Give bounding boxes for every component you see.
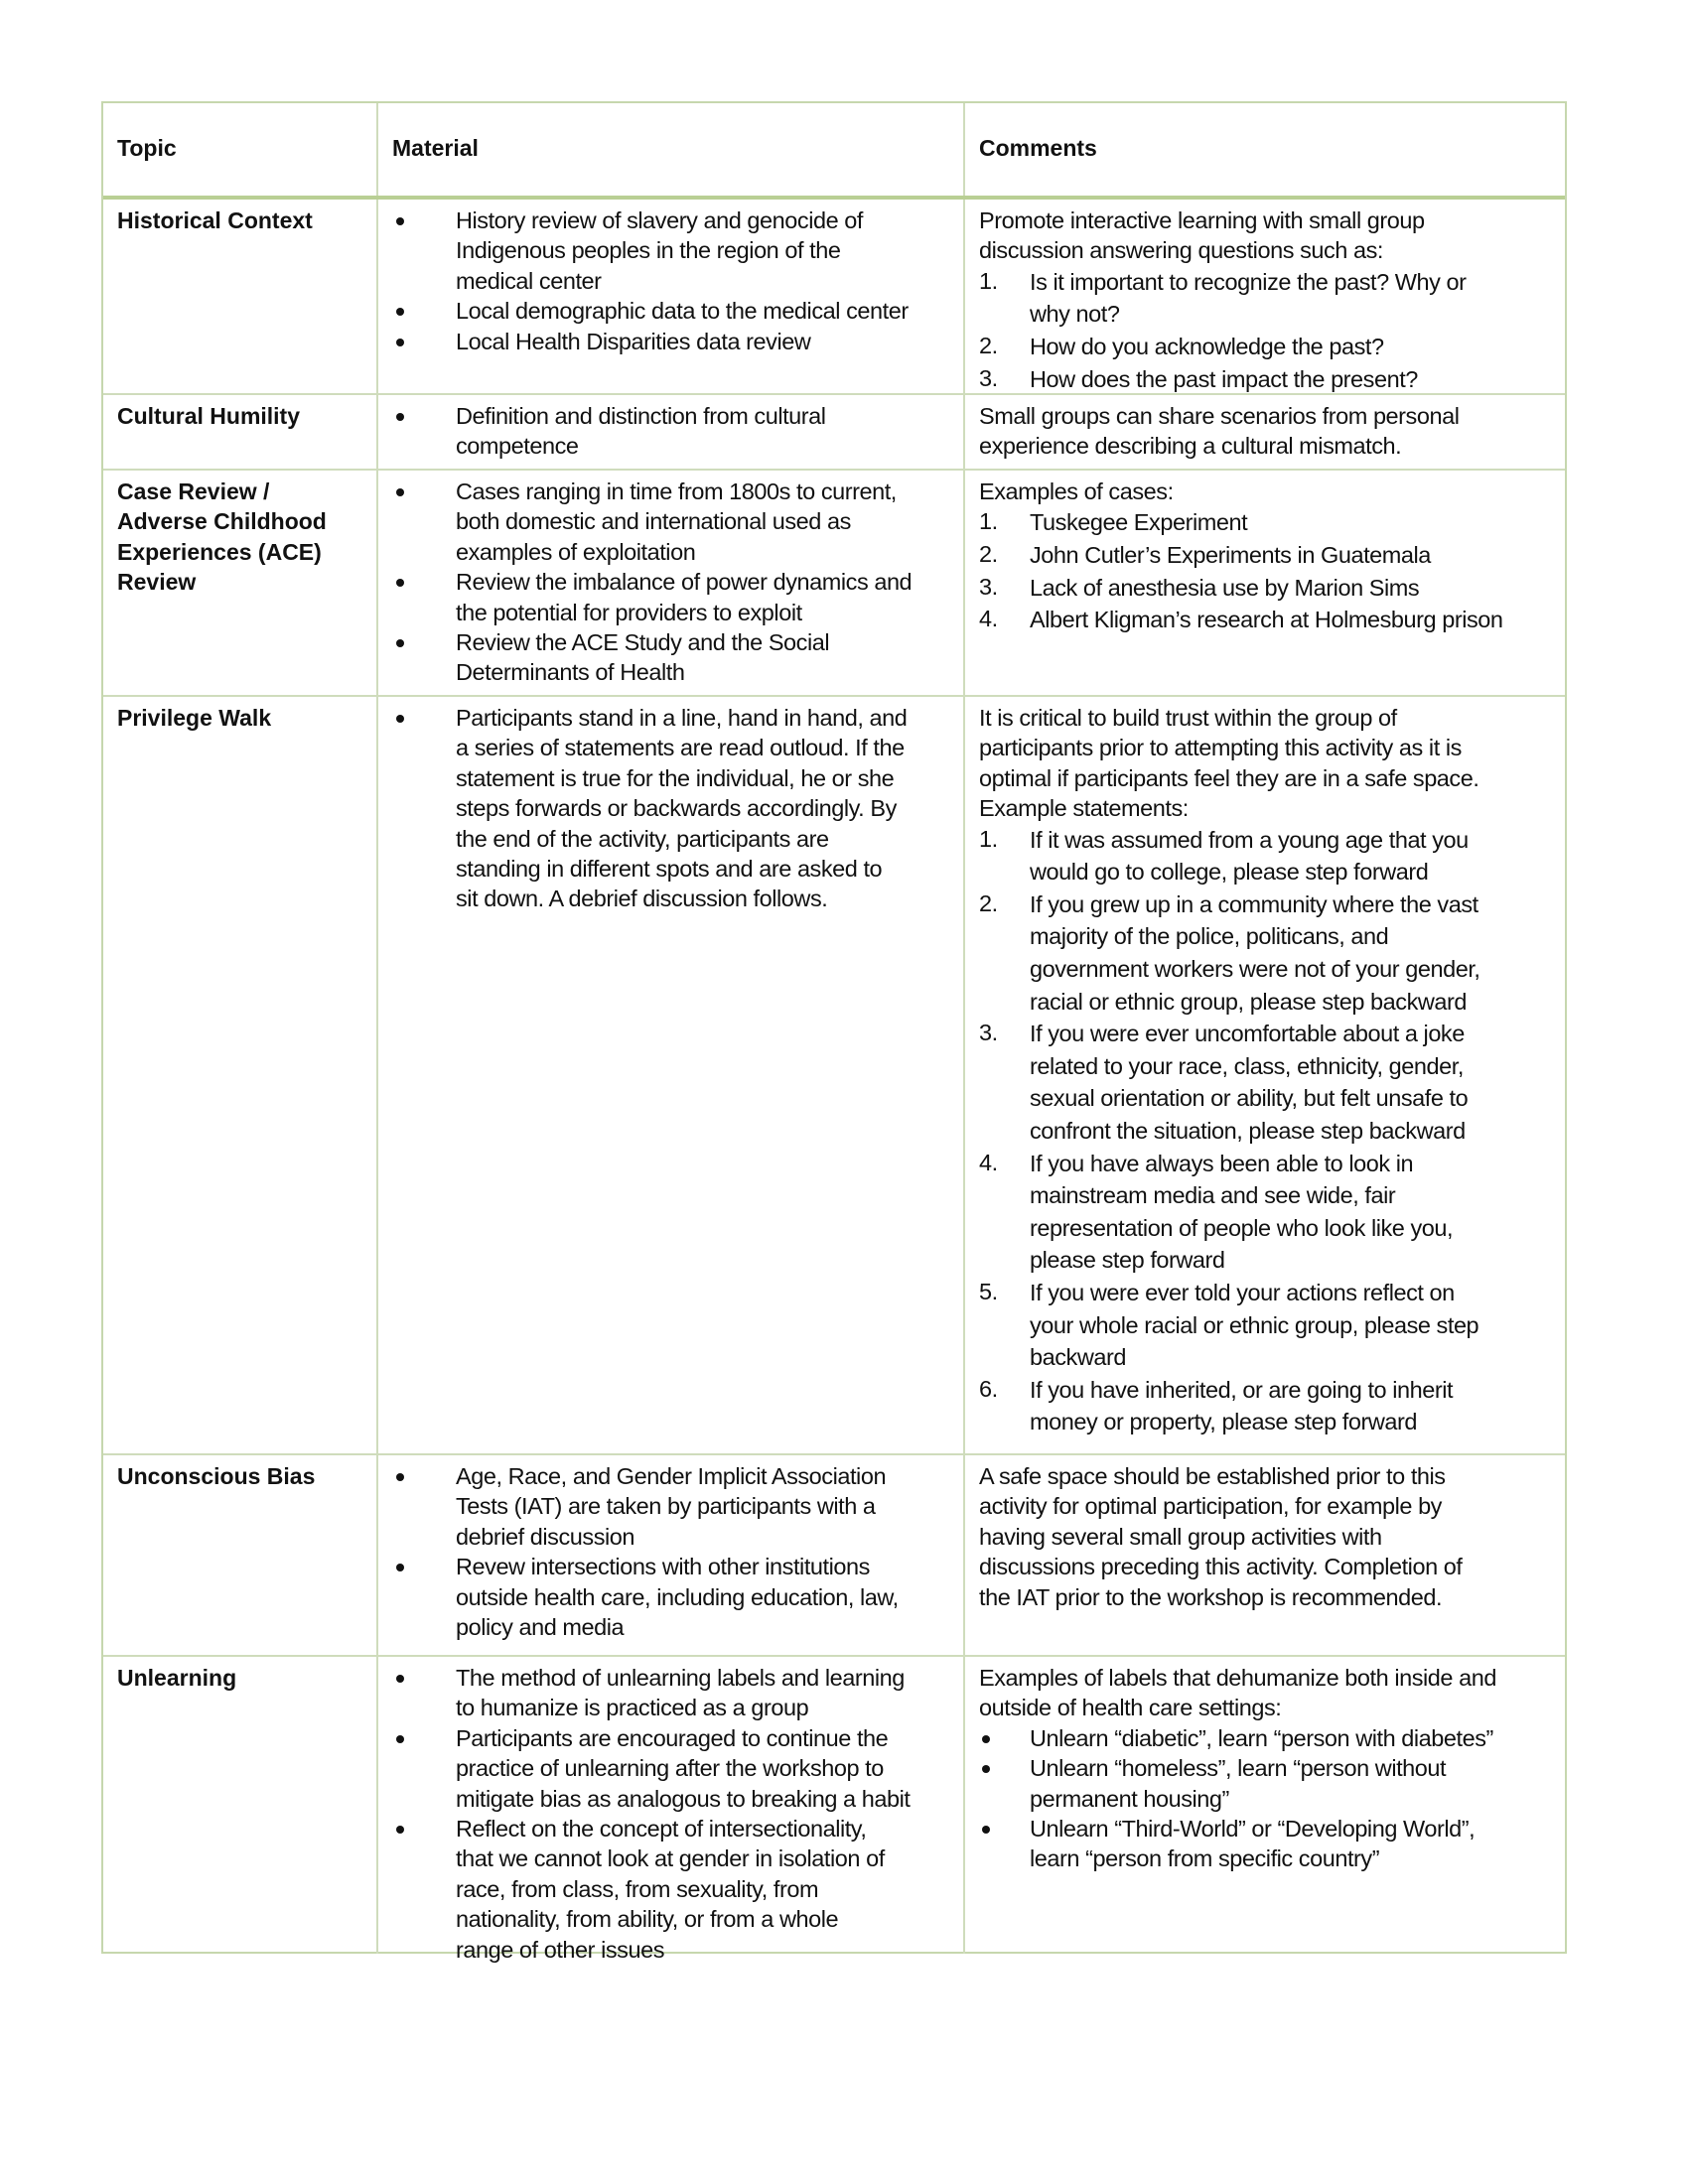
topic-label	[117, 1663, 236, 1693]
comments-item-line: related to your race, class, ethnicity, gender,	[1030, 1052, 1464, 1079]
comments-cell	[963, 200, 1565, 393]
table-row	[103, 196, 1565, 393]
comments-list-item	[979, 331, 1561, 363]
topic-line: Historical Context	[117, 207, 313, 233]
header-material: Material	[392, 135, 479, 161]
comments-content	[979, 1461, 1561, 1612]
list-number: 1.	[979, 508, 998, 535]
topics-table	[101, 101, 1567, 1963]
comments-content	[979, 1663, 1561, 1874]
comments-item-line: confront the situation, please step backward	[1030, 1117, 1466, 1144]
comments-content	[979, 703, 1561, 1438]
material-line: sit down. A debrief discussion follows.	[456, 886, 828, 912]
table-row	[103, 695, 1565, 1453]
list-number: 5.	[979, 1278, 998, 1304]
comments-item-line: Albert Kligman’s research at Holmesburg prison	[1030, 607, 1503, 633]
topic-cell	[103, 697, 376, 1453]
comments-line: activity for optimal participation, for example by	[979, 1493, 1442, 1520]
comments-list-item	[979, 1723, 1561, 1753]
header-topic: Topic	[117, 135, 177, 161]
topic-line: Experiences (ACE)	[117, 538, 322, 565]
comments-item-line: permanent housing”	[1030, 1785, 1229, 1812]
bullet-icon	[396, 1826, 404, 1834]
comments-item-line: why not?	[1030, 301, 1120, 328]
material-line: competence	[456, 433, 579, 460]
comments-list-item	[979, 572, 1561, 605]
material-list	[392, 1663, 959, 1965]
material-line: Definition and distinction from cultural	[456, 403, 826, 429]
comments-item-line: government workers were not of your gender,	[1030, 956, 1480, 982]
table-row	[103, 393, 1565, 469]
topic-label	[117, 477, 327, 598]
numbered-list	[979, 266, 1561, 395]
material-list	[392, 205, 959, 356]
material-line: both domestic and international used as	[456, 508, 851, 535]
header-cell-comments	[963, 103, 1565, 196]
material-cell	[376, 1455, 963, 1655]
material-line: Indigenous peoples in the region of the	[456, 237, 841, 264]
comments-item-line: If you have always been able to look in	[1030, 1150, 1414, 1176]
bullet-icon	[396, 1564, 404, 1571]
comments-line: discussion answering questions such as:	[979, 237, 1383, 264]
material-bullet-item	[392, 327, 959, 356]
comments-item-line: John Cutler’s Experiments in Guatemala	[1030, 542, 1431, 568]
comments-list-item	[979, 1374, 1561, 1438]
list-number: 6.	[979, 1375, 998, 1402]
topic-cell	[103, 1657, 376, 1954]
comments-list-item	[979, 888, 1561, 1018]
list-number: 3.	[979, 1020, 998, 1046]
comments-list-item	[979, 363, 1561, 396]
table-row	[103, 469, 1565, 695]
material-bullet-item	[392, 627, 959, 688]
header-cell-topic	[103, 103, 376, 196]
material-list	[392, 703, 959, 914]
material-line: History review of slavery and genocide of	[456, 207, 863, 233]
topic-label	[117, 703, 271, 733]
material-bullet-item	[392, 1552, 959, 1642]
bullet-icon	[396, 217, 404, 225]
comments-intro	[979, 1663, 1561, 1723]
comments-item-line: If you have inherited, or are going to inherit	[1030, 1376, 1454, 1403]
bullet-icon	[396, 639, 404, 647]
comments-item-line: If you were ever uncomfortable about a joke	[1030, 1021, 1465, 1047]
list-number: 3.	[979, 364, 998, 391]
material-line: Local Health Disparities data review	[456, 328, 811, 354]
topic-label	[117, 401, 300, 431]
material-cell	[376, 1657, 963, 1963]
material-line: nationality, from ability, or from a whole	[456, 1906, 839, 1933]
table-header-row	[103, 103, 1565, 196]
topic-line: Adverse Childhood	[117, 508, 327, 535]
comments-item-line: Lack of anesthesia use by Marion Sims	[1030, 574, 1420, 601]
list-number: 2.	[979, 333, 998, 358]
list-number: 3.	[979, 573, 998, 600]
material-bullet-item	[392, 477, 959, 567]
comments-content	[979, 477, 1561, 636]
comments-cell	[963, 395, 1565, 469]
material-list	[392, 477, 959, 688]
comments-line: Small groups can share scenarios from personal	[979, 403, 1460, 429]
comments-list-item	[979, 1814, 1561, 1874]
material-line: examples of exploitation	[456, 538, 696, 565]
comments-cell	[963, 471, 1565, 695]
comments-cell	[963, 1657, 1565, 1954]
topic-cell	[103, 471, 376, 695]
bullet-icon	[396, 715, 404, 723]
comments-line: outside of health care settings:	[979, 1695, 1282, 1721]
list-number: 1.	[979, 825, 998, 852]
comments-item-line: How do you acknowledge the past?	[1030, 334, 1384, 359]
topic-cell	[103, 1455, 376, 1655]
material-cell	[376, 200, 963, 393]
material-line: outside health care, including education, law,	[456, 1583, 899, 1610]
material-line: Age, Race, and Gender Implicit Association	[456, 1463, 887, 1489]
comments-line: Examples of cases:	[979, 478, 1174, 504]
material-line: a series of statements are read outloud. If the	[456, 735, 905, 761]
comments-item-line: money or property, please step forward	[1030, 1409, 1417, 1435]
topic-cell	[103, 200, 376, 393]
material-line: Review the imbalance of power dynamics and	[456, 569, 913, 596]
comments-item-line: If it was assumed from a young age that you	[1030, 826, 1469, 853]
material-cell	[376, 697, 963, 1453]
header-comments: Comments	[979, 135, 1097, 161]
comments-item-line: backward	[1030, 1344, 1126, 1371]
comments-item-line: representation of people who look like you,	[1030, 1214, 1454, 1241]
numbered-list	[979, 824, 1561, 1438]
comments-list-item	[979, 824, 1561, 888]
bulleted-list	[979, 1723, 1561, 1874]
comments-line: Promote interactive learning with small group	[979, 207, 1425, 233]
numbered-list	[979, 506, 1561, 635]
comments-list-item	[979, 1018, 1561, 1147]
comments-intro	[979, 477, 1561, 506]
material-line: medical center	[456, 267, 602, 294]
topic-line: Cultural Humility	[117, 403, 301, 429]
comments-item-line: racial or ethnic group, please step backward	[1030, 988, 1468, 1015]
comments-item-line: learn “person from specific country”	[1030, 1845, 1380, 1872]
comments-list-item	[979, 1277, 1561, 1374]
comments-item-line: Unlearn “diabetic”, learn “person with diabetes”	[1030, 1724, 1493, 1751]
material-line: race, from class, from sexuality, from	[456, 1875, 819, 1902]
comments-list-item	[979, 539, 1561, 572]
material-bullet-item	[392, 567, 959, 627]
topic-line: Review	[117, 569, 197, 596]
bullet-icon	[982, 1765, 990, 1773]
material-bullet-item	[392, 1461, 959, 1552]
material-line: debrief discussion	[456, 1523, 635, 1550]
material-line: to humanize is practiced as a group	[456, 1695, 809, 1721]
topic-line: Privilege Walk	[117, 705, 272, 731]
comments-item-line: Is it important to recognize the past? Why or	[1030, 268, 1467, 295]
bullet-icon	[396, 339, 404, 346]
comments-intro	[979, 703, 1561, 824]
bullet-icon	[396, 1735, 404, 1743]
list-number: 4.	[979, 1149, 998, 1175]
comments-item-line: would go to college, please step forward	[1030, 859, 1429, 886]
comments-intro	[979, 205, 1561, 266]
material-line: the potential for providers to exploit	[456, 599, 802, 625]
material-line: Reflect on the concept of intersectionality,	[456, 1816, 867, 1843]
material-line: Review the ACE Study and the Social	[456, 629, 830, 656]
material-line: Local demographic data to the medical center	[456, 298, 909, 325]
comments-intro	[979, 401, 1561, 462]
material-bullet-item	[392, 296, 959, 326]
material-line: The method of unlearning labels and learning	[456, 1665, 905, 1691]
comments-cell	[963, 697, 1565, 1453]
comments-item-line: Tuskegee Experiment	[1030, 509, 1248, 536]
topic-line: Unlearning	[117, 1665, 237, 1691]
comments-item-line: mainstream media and see wide, fair	[1030, 1182, 1396, 1209]
comments-item-line: sexual orientation or ability, but felt unsafe to	[1030, 1085, 1469, 1112]
material-line: Determinants of Health	[456, 659, 685, 686]
comments-line: discussions preceding this activity. Completion of	[979, 1554, 1463, 1580]
material-bullet-item	[392, 1723, 959, 1814]
comments-list-item	[979, 1753, 1561, 1814]
bullet-icon	[396, 1473, 404, 1481]
material-list	[392, 401, 959, 462]
material-bullet-item	[392, 1663, 959, 1723]
bullet-icon	[396, 308, 404, 316]
material-bullet-item	[392, 1814, 959, 1965]
comments-line: the IAT prior to the workshop is recommended.	[979, 1583, 1443, 1610]
material-line: the end of the activity, participants are	[456, 825, 829, 852]
comments-list-item	[979, 506, 1561, 539]
comments-item-line: please step forward	[1030, 1247, 1225, 1274]
comments-list-item	[979, 1148, 1561, 1277]
comments-line: having several small group activities with	[979, 1523, 1382, 1550]
material-list	[392, 1461, 959, 1642]
comments-list-item	[979, 604, 1561, 636]
bullet-icon	[982, 1826, 990, 1834]
bullet-icon	[396, 413, 404, 421]
comments-item-line: your whole racial or ethnic group, please step	[1030, 1311, 1479, 1338]
material-line: mitigate bias as analogous to breaking a habit	[456, 1785, 911, 1812]
topic-line: Unconscious Bias	[117, 1463, 316, 1489]
material-line: practice of unlearning after the workshop to	[456, 1755, 884, 1782]
comments-line: A safe space should be established prior to this	[979, 1463, 1446, 1489]
header-cell-material	[376, 103, 963, 196]
material-line: Participants stand in a line, hand in hand, and	[456, 705, 908, 731]
bullet-icon	[982, 1735, 990, 1743]
comments-intro	[979, 1461, 1561, 1612]
material-line: Cases ranging in time from 1800s to current,	[456, 478, 897, 504]
material-line: range of other issues	[456, 1936, 665, 1963]
comments-item-line: How does the past impact the present?	[1030, 365, 1418, 392]
list-number: 4.	[979, 606, 998, 632]
bullet-icon	[396, 1675, 404, 1683]
comments-item-line: Unlearn “homeless”, learn “person without	[1030, 1755, 1447, 1782]
comments-line: participants prior to attempting this activity as it is	[979, 735, 1462, 761]
comments-item-line: If you were ever told your actions reflect on	[1030, 1279, 1455, 1305]
comments-line: Examples of labels that dehumanize both inside and	[979, 1665, 1496, 1691]
material-bullet-item	[392, 205, 959, 296]
comments-line: Example statements:	[979, 795, 1189, 822]
bullet-icon	[396, 488, 404, 496]
comments-content	[979, 401, 1561, 462]
table-row	[103, 1655, 1565, 1963]
material-bullet-item	[392, 703, 959, 914]
comments-item-line: If you grew up in a community where the vast	[1030, 890, 1478, 917]
comments-item-line: majority of the police, politicans, and	[1030, 923, 1389, 950]
material-bullet-item	[392, 401, 959, 462]
comments-list-item	[979, 266, 1561, 331]
table-row	[103, 1453, 1565, 1655]
list-number: 2.	[979, 889, 998, 916]
material-line: that we cannot look at gender in isolation of	[456, 1845, 885, 1872]
material-line: policy and media	[456, 1614, 625, 1641]
topic-line: Case Review /	[117, 478, 270, 504]
comments-item-line: Unlearn “Third-World” or “Developing World”,	[1030, 1816, 1476, 1843]
material-line: statement is true for the individual, he or she	[456, 764, 895, 791]
comments-line: It is critical to build trust within the group of	[979, 705, 1397, 731]
comments-line: optimal if participants feel they are in a safe space.	[979, 764, 1479, 791]
material-line: Participants are encouraged to continue the	[456, 1724, 889, 1751]
topic-label	[117, 205, 313, 235]
list-number: 1.	[979, 267, 998, 294]
material-line: Tests (IAT) are taken by participants with a	[456, 1493, 876, 1520]
comments-content	[979, 205, 1561, 395]
material-cell	[376, 471, 963, 695]
comments-cell	[963, 1455, 1565, 1655]
material-line: standing in different spots and are asked to	[456, 856, 883, 883]
material-line: steps forwards or backwards accordingly. By	[456, 795, 897, 822]
material-cell	[376, 395, 963, 469]
topic-cell	[103, 395, 376, 469]
comments-line: experience describing a cultural mismatch.	[979, 433, 1402, 460]
list-number: 2.	[979, 541, 998, 567]
bullet-icon	[396, 579, 404, 587]
material-line: Revew intersections with other institutions	[456, 1554, 870, 1580]
topic-label	[117, 1461, 315, 1491]
